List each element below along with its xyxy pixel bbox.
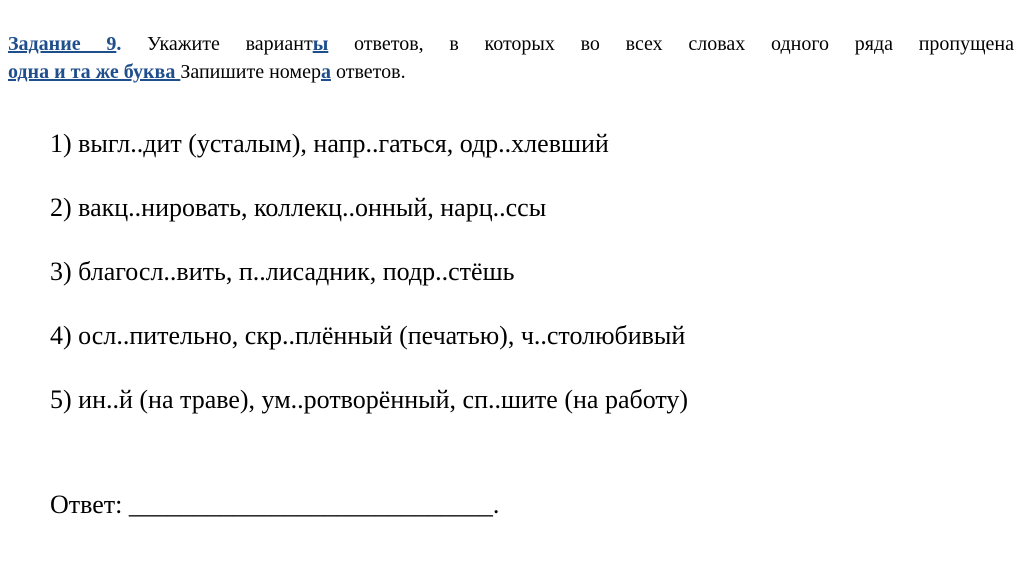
task-emphasis: одна и та же буква bbox=[8, 61, 181, 83]
task-highlight-a: а bbox=[320, 61, 331, 83]
answer-option-3: 3) благосл..вить, п..лисадник, подр..стёшь bbox=[50, 257, 515, 286]
task-instruction bbox=[8, 30, 1014, 86]
answer-line bbox=[50, 489, 499, 521]
task-text-part-1: Укажите вариант bbox=[121, 33, 313, 55]
answer-label: Ответ: bbox=[50, 490, 129, 519]
task-line-2 bbox=[8, 58, 1014, 86]
answer-option-1: 1) выгл..дит (усталым), напр..гаться, одр..хлевший bbox=[50, 129, 609, 158]
task-line-1 bbox=[8, 30, 1014, 58]
answer-options-list bbox=[50, 128, 688, 448]
answer-option-4: 4) осл..пительно, скр..плённый (печатью), ч..столюбивый bbox=[50, 321, 686, 350]
task-text-part-2: ответов, в которых во всех словах одного ряда пропущена bbox=[328, 33, 1014, 55]
answer-option-5: 5) ин..й (на траве), ум..ротворённый, сп..шите (на работу) bbox=[50, 385, 689, 414]
task-text-part-4: ответов. bbox=[330, 61, 406, 83]
task-text-part-3: Запишите номер bbox=[180, 61, 321, 83]
task-highlight-y: ы bbox=[312, 33, 329, 55]
task-label: Задание 9 bbox=[8, 33, 117, 55]
task-label-dot: . bbox=[116, 33, 122, 55]
answer-blank[interactable]: ____________________________ bbox=[128, 490, 493, 519]
answer-end: . bbox=[492, 490, 500, 519]
answer-option-2: 2) вакц..нировать, коллекц..онный, нарц..ссы bbox=[50, 193, 547, 222]
